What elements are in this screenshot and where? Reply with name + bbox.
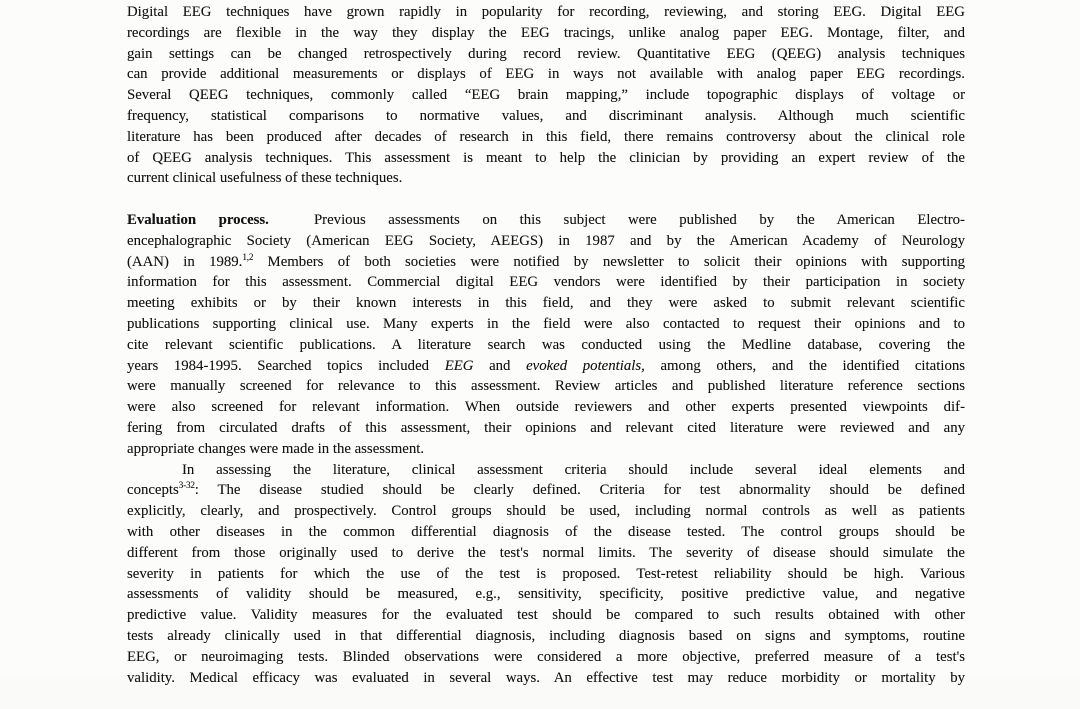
text-line	[127, 564, 965, 585]
text-line	[127, 647, 965, 668]
text-segment: with other diseases in the common differential diagnosis of the disease tested. The control groups should be	[127, 523, 965, 540]
text-line	[127, 2, 965, 23]
italic-term: EEG	[444, 357, 474, 374]
text-segment: : The disease studied should be clearly defined. Criteria for test abnormality should be defined	[194, 482, 965, 499]
text-segment: recordings are flexible in the way they display the EEG tracings, unlike analog paper EEG. Montage, filter, and	[127, 24, 965, 41]
text-line	[127, 376, 965, 397]
text-segment: information for this assessment. Commercial digital EEG vendors were identified by their participation in society	[127, 274, 965, 291]
text-line	[127, 418, 965, 439]
text-segment: EEG, or neuroimaging tests. Blinded observations were considered a more objective, preferred measure of a test's	[127, 648, 965, 665]
text-line	[127, 480, 965, 501]
text-segment: were also screened for relevant information. When outside reviewers and other experts presented viewpoints dif-	[127, 399, 965, 416]
text-segment: (AAN) in 1989.	[127, 253, 243, 270]
text-segment: can provide additional measurements or displays of EEG in ways not available with analog paper EEG recordings.	[127, 66, 965, 83]
text-line	[127, 252, 965, 273]
text-line	[127, 460, 965, 481]
text-line	[127, 626, 965, 647]
text-segment: severity in patients for which the use of the test is proposed. Test-retest reliability should be high. Various	[127, 565, 965, 582]
text-line	[127, 397, 965, 418]
italic-term: evoked potentials,	[526, 357, 645, 374]
text-line	[127, 23, 965, 44]
evaluation-process-paragraph	[127, 210, 965, 460]
text-line	[127, 231, 965, 252]
text-segment: fering from circulated drafts of this assessment, their opinions and relevant cited literature were reviewed and any	[127, 419, 965, 436]
text-segment: frequency, statistical comparisons to normative values, and discriminant analysis. Although much scientific	[127, 107, 965, 124]
text-segment: tests already clinically used in that differential diagnosis, including diagnosis based on signs and symptoms, routine	[127, 627, 965, 644]
text-segment: current clinical usefulness of these techniques.	[127, 170, 403, 187]
text-segment: literature has been produced after decades of research in this field, there remains controversy about the clinical role	[127, 128, 965, 145]
text-line	[127, 64, 965, 85]
bold-lead-in: Evaluation process.	[127, 211, 269, 228]
text-segment: Members of both societies were notified by newsletter to solicit their opinions with supporting	[253, 253, 965, 270]
text-segment: years 1984-1995. Searched topics included	[127, 357, 445, 374]
text-segment: cite relevant scientific publications. A literature search was conducted using the Medline database, covering the	[127, 336, 965, 353]
text-segment: In assessing the literature, clinical assessment criteria should include several ideal elements and	[182, 461, 965, 478]
text-segment: concepts	[127, 482, 179, 499]
text-segment: publications supporting clinical use. Many experts in the field were also contacted to request their opinions and to	[127, 315, 965, 332]
literature-assessment-paragraph	[127, 460, 965, 689]
text-segment: Several QEEG techniques, commonly called “EEG brain mapping,” include topographic displays of voltage or	[127, 87, 965, 104]
citation-superscript: 3-32	[178, 480, 195, 491]
text-line	[127, 356, 965, 377]
text-line	[127, 210, 965, 231]
text-segment: of QEEG analysis techniques. This assessment is meant to help the clinician by providing an expert review of the	[127, 149, 965, 166]
text-column	[127, 2, 965, 688]
text-line	[127, 314, 965, 335]
text-line	[127, 522, 965, 543]
text-segment: assessments of validity should be measured, e.g., sensitivity, specificity, positive predictive value, and negative	[127, 586, 965, 603]
text-line	[127, 148, 965, 169]
text-segment: explicitly, clearly, and prospectively. Control groups should be used, including normal controls as well as patients	[127, 503, 965, 520]
text-segment: Previous assessments on this subject were published by the American Electro-	[268, 211, 965, 228]
text-segment: Digital EEG techniques have grown rapidly in popularity for recording, reviewing, and storing EEG. Digital EEG	[127, 4, 965, 20]
text-segment: and	[473, 357, 527, 374]
text-line	[127, 584, 965, 605]
text-segment: predictive value. Validity measures for the evaluated test should be compared to such results obtained with other	[127, 607, 965, 624]
text-line	[127, 85, 965, 106]
intro-paragraph	[127, 2, 965, 189]
text-line	[127, 293, 965, 314]
text-segment: gain settings can be changed retrospectively during record review. Quantitative EEG (QEEG) analysis techniques	[127, 45, 965, 62]
text-line	[127, 335, 965, 356]
text-segment: different from those originally used to derive the test's normal limits. The severity of disease should simulate the	[127, 544, 965, 561]
text-line	[127, 272, 965, 293]
text-segment: among others, and the identified citations	[644, 357, 966, 374]
text-segment: encephalographic Society (American EEG Society, AEEGS) in 1987 and by the American Academy of Neurology	[127, 232, 965, 249]
text-line	[127, 605, 965, 626]
text-segment: meeting exhibits or by their known interests in this field, and they were asked to submit relevant scientific	[127, 295, 965, 312]
text-line	[127, 44, 965, 65]
text-segment: validity. Medical efficacy was evaluated in several ways. An effective test may reduce morbidity or mortality by	[127, 669, 965, 686]
text-line	[127, 127, 965, 148]
text-line	[127, 543, 965, 564]
text-segment: appropriate changes were made in the assessment.	[127, 440, 425, 457]
text-line	[127, 501, 965, 522]
text-segment: were manually screened for relevance to this assessment. Review articles and published literature reference sections	[127, 378, 965, 395]
citation-superscript: 1,2	[242, 251, 254, 262]
text-line	[127, 106, 965, 127]
text-line	[127, 668, 965, 689]
